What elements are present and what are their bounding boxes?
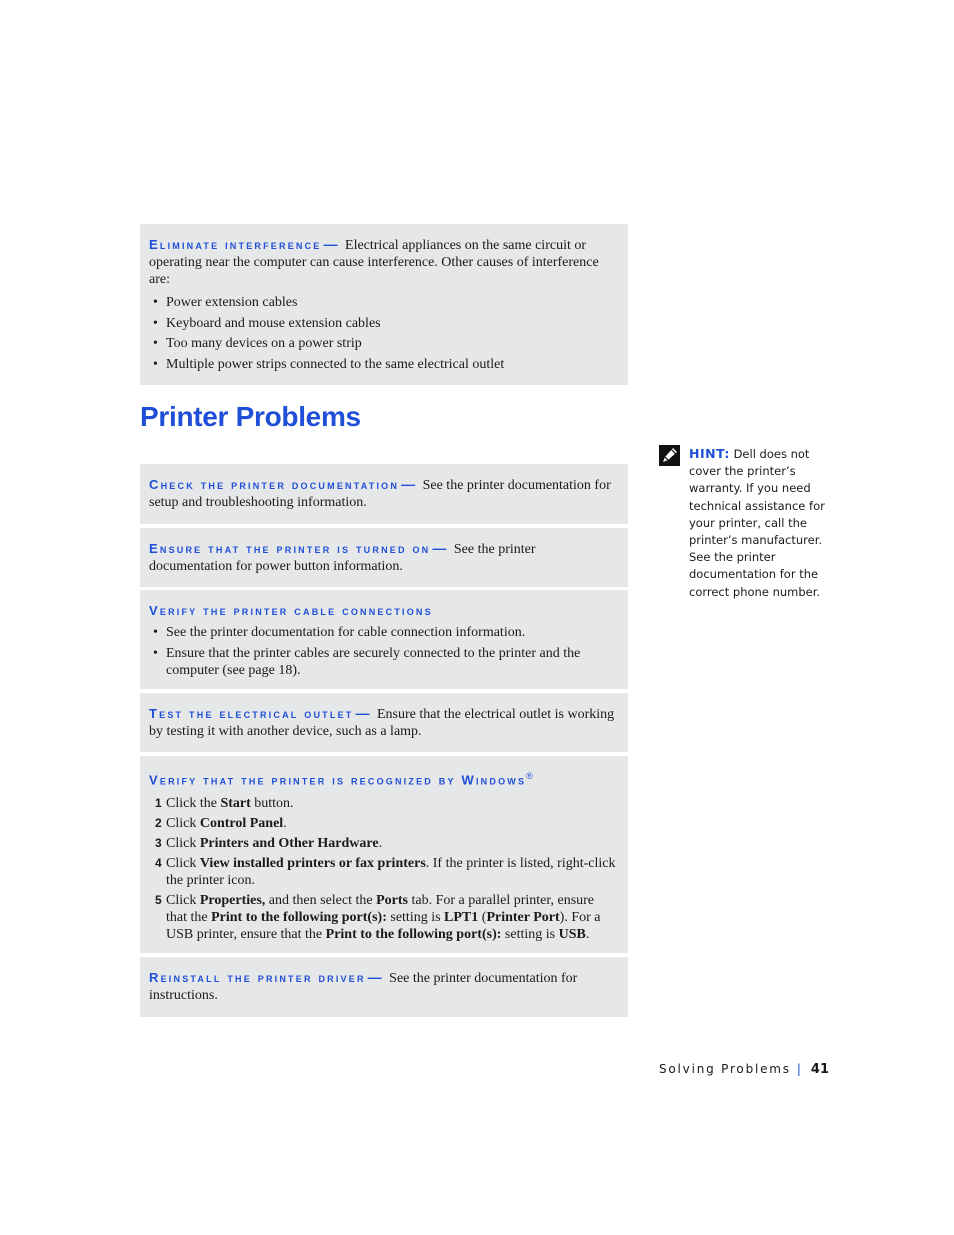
step-text: and then select the bbox=[265, 892, 377, 908]
step-number: 3 bbox=[155, 835, 162, 850]
step-bold: USB bbox=[558, 926, 586, 942]
step-text: . bbox=[378, 835, 383, 851]
driver-box bbox=[140, 957, 628, 1017]
list-item bbox=[149, 855, 618, 889]
step-text: setting is bbox=[386, 909, 445, 925]
interference-heading: Eliminate interference bbox=[149, 237, 322, 252]
step-bold: Control Panel bbox=[199, 815, 284, 831]
list-item: • Ensure that the printer cables are securely connected to the printer and the computer (see page 18). bbox=[149, 645, 618, 679]
step-bold: Ports bbox=[376, 892, 408, 908]
list-item bbox=[149, 835, 618, 852]
step-text: . If the printer is listed, right-click the printer icon. bbox=[166, 855, 616, 888]
step-text: Click bbox=[166, 835, 200, 851]
interference-list bbox=[149, 294, 618, 373]
turned-on-dash: — bbox=[432, 540, 447, 556]
list-item bbox=[149, 892, 618, 943]
page-title: Printer Problems bbox=[140, 401, 361, 432]
step-text: Click bbox=[166, 855, 200, 871]
hint-text: Dell does not cover the printer’s warranty. If you need technical assistance for your printer, call the printer’s manufacturer. See the printer documentation for the correct phone number. bbox=[689, 447, 825, 599]
step-bold: View installed printers or fax printers bbox=[199, 855, 426, 871]
step-bold: Print to the following port(s): bbox=[211, 909, 387, 925]
turned-on-text: See the printer documentation for power button information. bbox=[149, 542, 536, 574]
step-text: . bbox=[283, 815, 287, 831]
footer-separator: | bbox=[796, 1062, 801, 1076]
hint-note bbox=[689, 445, 839, 601]
step-bold: Properties, bbox=[199, 892, 266, 908]
cable-heading: Verify the printer cable connections bbox=[149, 603, 433, 618]
turned-on-box bbox=[140, 528, 628, 587]
step-text: Click bbox=[166, 892, 200, 908]
windows-heading: Verify that the printer is recognized by Windows bbox=[149, 772, 527, 788]
check-doc-dash: — bbox=[401, 476, 416, 492]
step-text: tab. For a parallel printer, ensure that the bbox=[166, 892, 595, 925]
turned-on-heading: Ensure that the printer is turned on bbox=[149, 541, 431, 556]
cable-list bbox=[149, 624, 618, 679]
outlet-text: Ensure that the electrical outlet is working by testing it with another device, such as a lamp. bbox=[149, 707, 615, 739]
windows-heading-line bbox=[149, 768, 618, 790]
outlet-dash: — bbox=[355, 705, 370, 721]
list-item: • Power extension cables bbox=[149, 294, 618, 311]
step-number: 5 bbox=[155, 892, 162, 907]
step-text: Click bbox=[166, 815, 200, 831]
driver-heading: Reinstall the printer driver bbox=[149, 970, 366, 985]
step-number: 2 bbox=[155, 815, 162, 830]
step-text: ( bbox=[478, 909, 487, 925]
interference-paragraph bbox=[149, 236, 618, 288]
cable-box bbox=[140, 590, 628, 689]
outlet-heading: Test the electrical outlet bbox=[149, 706, 354, 721]
step-text: ). For a USB printer, ensure that the bbox=[166, 909, 601, 942]
list-item: • Keyboard and mouse extension cables bbox=[149, 315, 618, 332]
step-number: 1 bbox=[155, 795, 162, 810]
step-text: . bbox=[585, 926, 590, 942]
outlet-box bbox=[140, 693, 628, 752]
step-bold: Start bbox=[220, 795, 251, 811]
check-doc-box bbox=[140, 464, 628, 524]
list-item bbox=[149, 815, 618, 832]
list-item: • Multiple power strips connected to the same electrical outlet bbox=[149, 356, 618, 373]
registered-mark: ® bbox=[526, 771, 533, 781]
interference-dash: — bbox=[323, 236, 338, 252]
pencil-note-icon bbox=[659, 445, 680, 466]
step-bold: LPT1 bbox=[444, 909, 479, 925]
step-number: 4 bbox=[155, 855, 162, 870]
step-bold: Printers and Other Hardware bbox=[199, 835, 379, 851]
footer-section: Solving Problems bbox=[658, 1062, 791, 1076]
interference-box bbox=[140, 224, 628, 385]
step-text: setting is bbox=[501, 926, 559, 942]
step-text: Click the bbox=[166, 795, 221, 811]
driver-text: See the printer documentation for instructions. bbox=[149, 971, 578, 1003]
check-doc-heading: Check the printer documentation bbox=[149, 477, 400, 492]
windows-box bbox=[140, 756, 628, 953]
list-item: • Too many devices on a power strip bbox=[149, 335, 618, 352]
list-item: • See the printer documentation for cable connection information. bbox=[149, 624, 618, 641]
step-bold: Printer Port bbox=[486, 909, 560, 925]
step-bold: Print to the following port(s): bbox=[325, 926, 502, 942]
driver-dash: — bbox=[367, 969, 382, 985]
interference-text: Electrical appliances on the same circuit or operating near the computer can cause interference. Other causes of interference are: bbox=[149, 238, 599, 287]
hint-label: HINT: bbox=[689, 446, 730, 461]
step-text: button. bbox=[250, 795, 294, 811]
check-doc-text: See the printer documentation for setup and troubleshooting information. bbox=[149, 478, 611, 510]
list-item bbox=[149, 795, 618, 812]
windows-steps bbox=[149, 795, 618, 943]
page-footer bbox=[659, 1062, 829, 1077]
page-number: 41 bbox=[810, 1062, 829, 1077]
